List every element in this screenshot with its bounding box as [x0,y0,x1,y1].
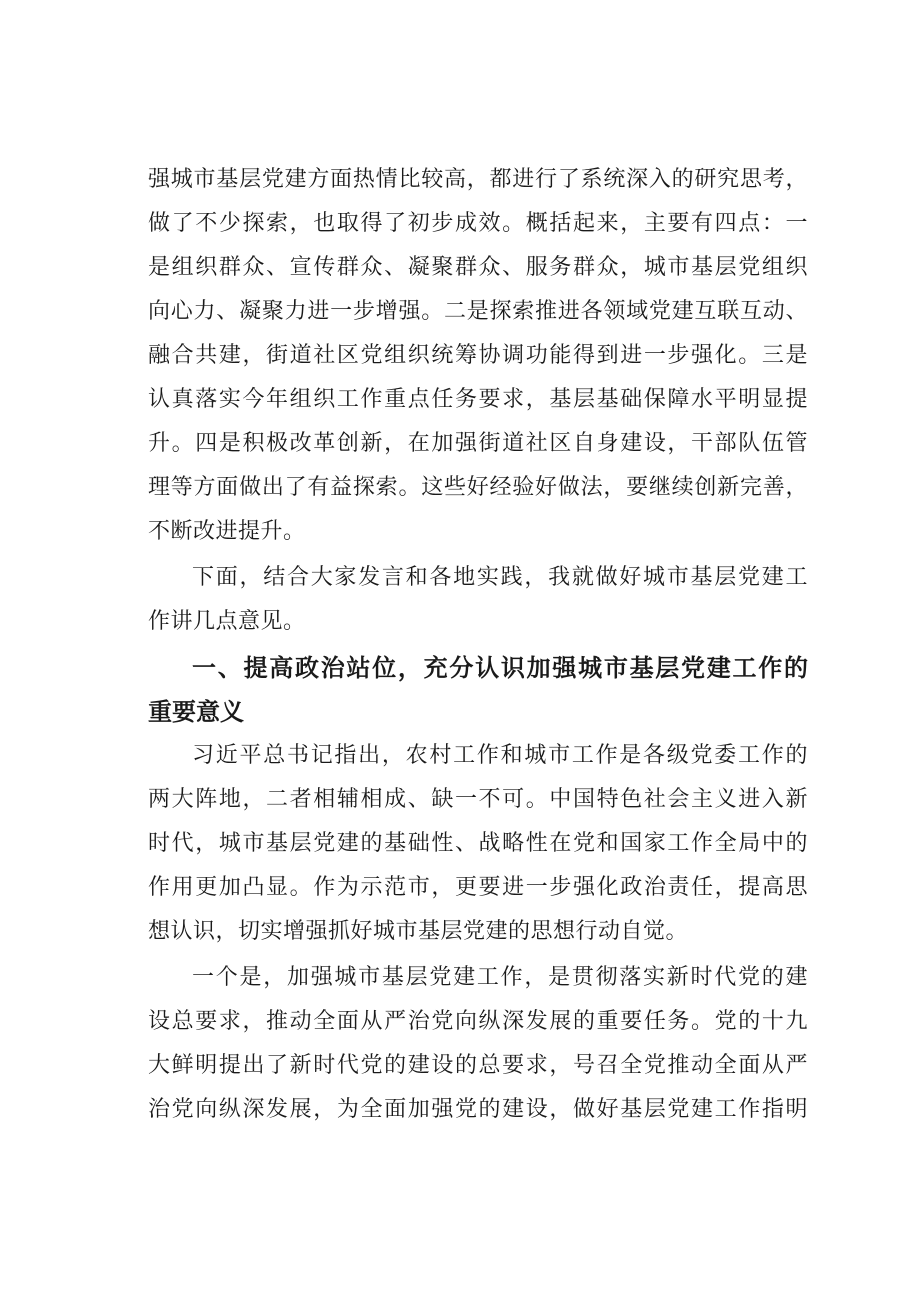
paragraph-intro [148,556,808,644]
text-line: 融合共建，街道社区党组织统筹协调功能得到进一步强化。三是 [148,343,808,368]
text-line: 两大阵地，二者相辅相成、缺一不可。中国特色社会主义进入新 [148,787,808,812]
text-line: 一个是，加强城市基层党建工作，是贯彻落实新时代党的建 [192,965,808,990]
paragraph-first-point [148,956,808,1132]
text-line: 做了不少探索，也取得了初步成效。概括起来，主要有四点：一 [148,211,808,236]
text-line: 设总要求，推动全面从严治党向纵深发展的重要任务。党的十九 [148,1009,808,1034]
text-line: 下面，结合大家发言和各地实践，我就做好城市基层党建工 [192,565,808,590]
text-line: 习近平总书记指出，农村工作和城市工作是各级党委工作的 [192,743,808,768]
text-line: 认真落实今年组织工作重点任务要求，基层基础保障水平明显提 [148,387,808,412]
paragraph-achievements [148,158,808,554]
document-page [148,158,808,1132]
text-line: 作讲几点意见。 [148,609,306,634]
text-line: 作用更加凸显。作为示范市，更要进一步强化政治责任，提高思 [148,875,808,900]
text-line: 时代，城市基层党建的基础性、战略性在党和国家工作全局中的 [148,831,808,856]
section-heading-1 [148,646,808,734]
text-line: 向心力、凝聚力进一步增强。二是探索推进各领域党建互联互动、 [148,299,808,324]
text-line: 是组织群众、宣传群众、凝聚群众、服务群众，城市基层党组织 [148,255,808,280]
text-line: 升。四是积极改革创新，在加强街道社区自身建设，干部队伍管 [148,431,808,456]
text-line: 理等方面做出了有益探索。这些好经验好做法，要继续创新完善， [148,475,808,500]
heading-line: 一、提高政治站位，充分认识加强城市基层党建工作的 [192,654,808,682]
text-line: 不断改进提升。 [148,519,306,544]
text-line: 治党向纵深发展，为全面加强党的建设，做好基层党建工作指明 [148,1097,808,1122]
heading-line: 重要意义 [148,698,244,726]
text-line: 想认识，切实增强抓好城市基层党建的思想行动自觉。 [148,919,689,944]
text-line: 大鲜明提出了新时代党的建设的总要求，号召全党推动全面从严 [148,1053,808,1078]
paragraph-importance [148,734,808,954]
text-line: 强城市基层党建方面热情比较高，都进行了系统深入的研究思考， [148,167,808,192]
